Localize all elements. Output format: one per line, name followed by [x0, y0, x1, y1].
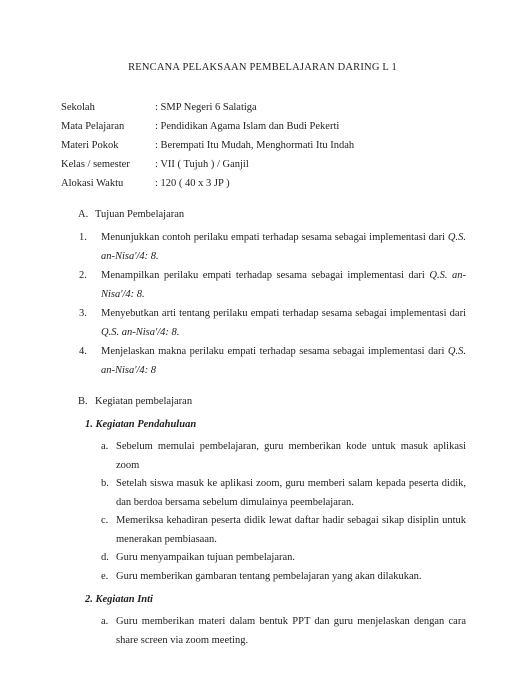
- item-text: Guru memberikan gambaran tentang pembelajaran yang akan dilakukan.: [116, 570, 422, 582]
- item-text: Setelah siswa masuk ke aplikasi zoom, guru memberi salam kepada peserta didik, dan berdoa bersama sebelum dimulainya peembelajaran.: [116, 478, 466, 508]
- document-title: RENCANA PELAKSAAN PEMBELAJARAN DARING L 1: [128, 62, 397, 73]
- info-row-topic: [61, 136, 354, 155]
- section-objectives: [61, 206, 466, 380]
- list-item: [101, 438, 466, 475]
- list-item: [101, 568, 466, 587]
- core-steps-list: [61, 613, 466, 650]
- info-label: Mata Pelajaran: [61, 121, 125, 132]
- info-value: : SMP Negeri 6 Salatiga: [155, 102, 257, 113]
- section-heading: [61, 206, 466, 224]
- intro-steps-list: [61, 438, 466, 586]
- item-letter: e.: [101, 570, 109, 582]
- info-value: : Berempati Itu Mudah, Menghormati Itu Indah: [155, 140, 355, 151]
- info-value: : Pendidikan Agama Islam dan Budi Pekerti: [155, 121, 340, 132]
- item-text: Menjelaskan makna perilaku empati terhadap sesama sebagai implementasi dari: [101, 346, 448, 357]
- info-row-subject: [61, 117, 354, 136]
- item-letter: a.: [101, 441, 109, 452]
- info-value: : 120 ( 40 x 3 JP ): [155, 178, 230, 189]
- item-letter: c.: [101, 515, 109, 526]
- subsection-title-core: 2. Kegiatan Inti: [85, 594, 153, 605]
- item-text: Menunjukkan contoh perilaku empati terhadap sesama sebagai implementasi dari: [101, 232, 448, 243]
- section-activities: [61, 393, 466, 650]
- info-label: Alokasi Waktu: [61, 178, 124, 189]
- info-row-time: [61, 174, 354, 193]
- list-item: [101, 475, 466, 512]
- item-number: 1.: [79, 232, 87, 243]
- info-row-school: [61, 98, 354, 117]
- list-item: [101, 549, 466, 568]
- info-row-class: [61, 155, 354, 174]
- item-text: Guru menyampaikan tujuan pembelajaran.: [116, 552, 296, 563]
- info-label: Materi Pokok: [61, 140, 119, 151]
- item-text: Sebelum memulai pembelajaran, guru memberikan kode untuk masuk aplikasi zoom: [116, 441, 466, 471]
- item-ref: Q.S. an-Nisa'/4: 8.: [101, 270, 466, 300]
- section-heading: [61, 393, 466, 411]
- item-number: 4.: [79, 346, 87, 357]
- objectives-list: [61, 228, 466, 380]
- info-label: Kelas / semester: [61, 159, 130, 170]
- item-letter: d.: [101, 552, 109, 563]
- item-letter: a.: [101, 616, 109, 627]
- subsection-title-intro: 1. Kegiatan Pendahuluan: [85, 419, 197, 430]
- list-item: [79, 304, 466, 342]
- section-title: Tujuan Pembelajaran: [95, 209, 185, 220]
- info-table: [61, 98, 354, 193]
- item-ref: Q.S. an-Nisa'/4: 8: [101, 346, 466, 376]
- list-item: [79, 266, 466, 304]
- section-letter: B.: [78, 396, 88, 407]
- item-number: 2.: [79, 270, 87, 281]
- item-text: Memeriksa kehadiran peserta didik lewat daftar hadir sebagai sikap disiplin untuk menerakan pembiasaan.: [116, 515, 466, 545]
- section-letter: A.: [78, 209, 89, 220]
- list-item: [79, 228, 466, 266]
- section-title: Kegiatan pembelajaran: [95, 396, 193, 407]
- item-ref: Q.S. an-Nisa'/4: 8.: [101, 327, 180, 338]
- item-text: Menampilkan perilaku empati terhadap sesama sebagai implementasi dari: [101, 270, 430, 281]
- item-letter: b.: [101, 478, 109, 489]
- info-label: Sekolah: [61, 102, 95, 113]
- list-item: [101, 613, 466, 650]
- item-text: Menyebutkan arti tentang perilaku empati terhadap sesama sebagai implementasi dari: [101, 308, 466, 319]
- item-number: 3.: [79, 308, 87, 319]
- info-value: : VII ( Tujuh ) / Ganjil: [155, 159, 249, 170]
- item-text: Guru memberikan materi dalam bentuk PPT dan guru menjelaskan dengan cara share screen via zoom meeting.: [116, 616, 466, 646]
- item-ref: Q.S. an-Nisa'/4: 8.: [101, 232, 466, 262]
- list-item: [79, 342, 466, 380]
- list-item: [101, 512, 466, 549]
